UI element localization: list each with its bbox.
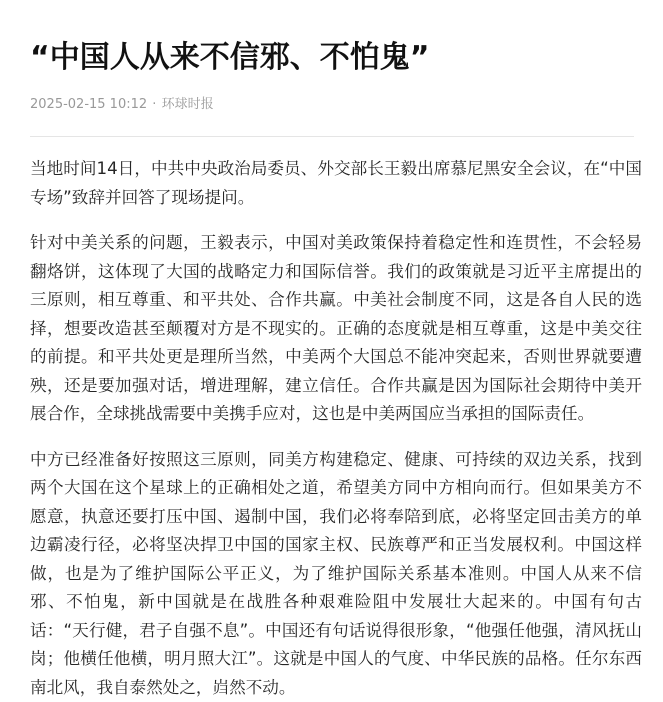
article-meta [30,96,663,114]
publish-datetime: 2025-02-15 10:12 [30,97,147,112]
paragraph-1: 当地时间14日，中共中央政治局委员、外交部长王毅出席慕尼黑安全会议，在“中国专场”致辞并回答了现场提问。 [30,155,642,212]
meta-separator: · [152,97,156,112]
article-title: “中国人从来不信邪、不怕鬼” [30,0,663,78]
paragraph-2: 针对中美关系的问题，王毅表示，中国对美政策保持着稳定性和连贯性，不会轻易翻烙饼，这体现了大国的战略定力和国际信誉。我们的政策就是习近平主席提出的三原则，相互尊重、和平共处、合作共赢。中美社会制度不同，这是各自人民的选择，想要改造甚至颠覆对方是不现实的。正确的态度就是相互尊重，这是中美交往的前提。和平共处更是理所当然，中美两个大国总不能冲突起来，否则世界就要遭殃，还是要加强对话，增进理解，建立信任。合作共赢是因为国际社会期待中美开展合作，全球挑战需要中美携手应对，这也是中美两国应当承担的国际责任。 [30,229,642,429]
paragraph-3: 中方已经准备好按照这三原则，同美方构建稳定、健康、可持续的双边关系，找到两个大国在这个星球上的正确相处之道，希望美方同中方相向而行。但如果美方不愿意，执意还要打压中国、遏制中国，我们必将奉陪到底，必将坚定回击美方的单边霸凌行径，必将坚决捍卫中国的国家主权、民族尊严和正当发展权利。中国这样做，也是为了维护国际公平正义，为了维护国际关系基本准则。中国人从来不信邪、不怕鬼，新中国就是在战胜各种艰难险阻中发展壮大起来的。中国有句古话：“天行健，君子自强不息”。中国还有句话说得很形象，“他强任他强，清风抚山岗；他横任他横，明月照大江”。这就是中国人的气度、中华民族的品格。任尔东西南北风，我自泰然处之，岿然不动。 [30,446,642,702]
source-name[interactable]: 环球时报 [162,97,214,112]
header-divider [30,136,634,137]
article-body [30,155,642,702]
